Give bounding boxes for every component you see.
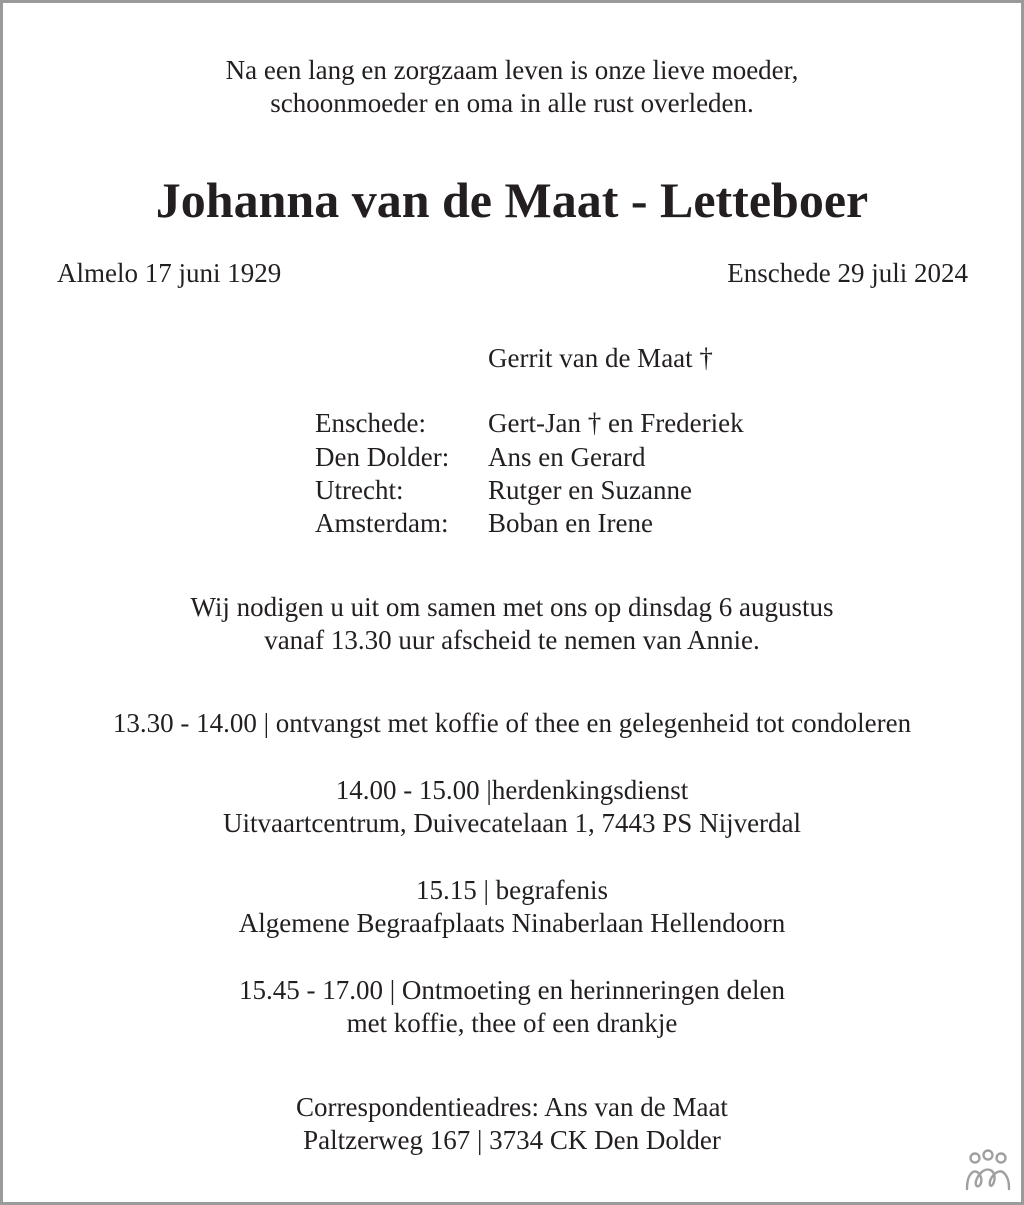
family-place: Utrecht: xyxy=(315,475,404,505)
family-place: Amsterdam: xyxy=(315,508,449,538)
family-place: Enschede: xyxy=(315,408,426,438)
family-names: Rutger en Suzanne xyxy=(488,475,692,505)
correspondence-address xyxy=(0,1091,1024,1157)
people-group-icon xyxy=(964,1149,1012,1191)
intro-text xyxy=(0,54,1024,120)
schedule-line: Uitvaartcentrum, Duivecatelaan 1, 7443 PS Nijverdal xyxy=(222,808,802,838)
correspondence-line: Correspondentieadres: Ans van de Maat xyxy=(296,1092,728,1122)
family-names: Boban en Irene xyxy=(488,508,653,538)
schedule-item xyxy=(0,874,1024,940)
intro-line: schoonmoeder en oma in alle rust overleden. xyxy=(270,88,754,118)
birth-date: Almelo 17 juni 1929 xyxy=(57,258,282,288)
intro-line: Na een lang en zorgzaam leven is onze lieve moeder, xyxy=(225,55,799,85)
invitation-text xyxy=(0,591,1024,657)
deceased-name: Johanna van de Maat - Letteboer xyxy=(155,172,869,228)
schedule-item xyxy=(0,974,1024,1040)
family-names: Ans en Gerard xyxy=(488,442,646,472)
death-date: Enschede 29 juli 2024 xyxy=(727,258,968,288)
schedule-item xyxy=(0,774,1024,840)
family-names: Gert-Jan † en Frederiek xyxy=(488,408,744,438)
schedule-line: 15.15 | begrafenis xyxy=(415,875,609,905)
invitation-line: Wij nodigen u uit om samen met ons op dinsdag 6 augustus xyxy=(190,592,834,622)
spouse: Gerrit van de Maat † xyxy=(488,343,713,373)
invitation-line: vanaf 13.30 uur afscheid te nemen van Annie. xyxy=(264,625,760,655)
family-place: Den Dolder: xyxy=(315,442,450,472)
correspondence-line: Paltzerweg 167 | 3734 CK Den Dolder xyxy=(303,1125,721,1155)
schedule-line: 14.00 - 15.00 |herdenkingsdienst xyxy=(335,775,689,805)
schedule-line: Algemene Begraafplaats Ninaberlaan Hellendoorn xyxy=(238,908,786,938)
schedule-line: met koffie, thee of een drankje xyxy=(346,1008,678,1038)
schedule-item xyxy=(0,707,1024,740)
schedule-line: 15.45 - 17.00 | Ontmoeting en herinneringen delen xyxy=(238,975,786,1005)
schedule-line: 13.30 - 14.00 | ontvangst met koffie of thee en gelegenheid tot condoleren xyxy=(112,708,912,738)
